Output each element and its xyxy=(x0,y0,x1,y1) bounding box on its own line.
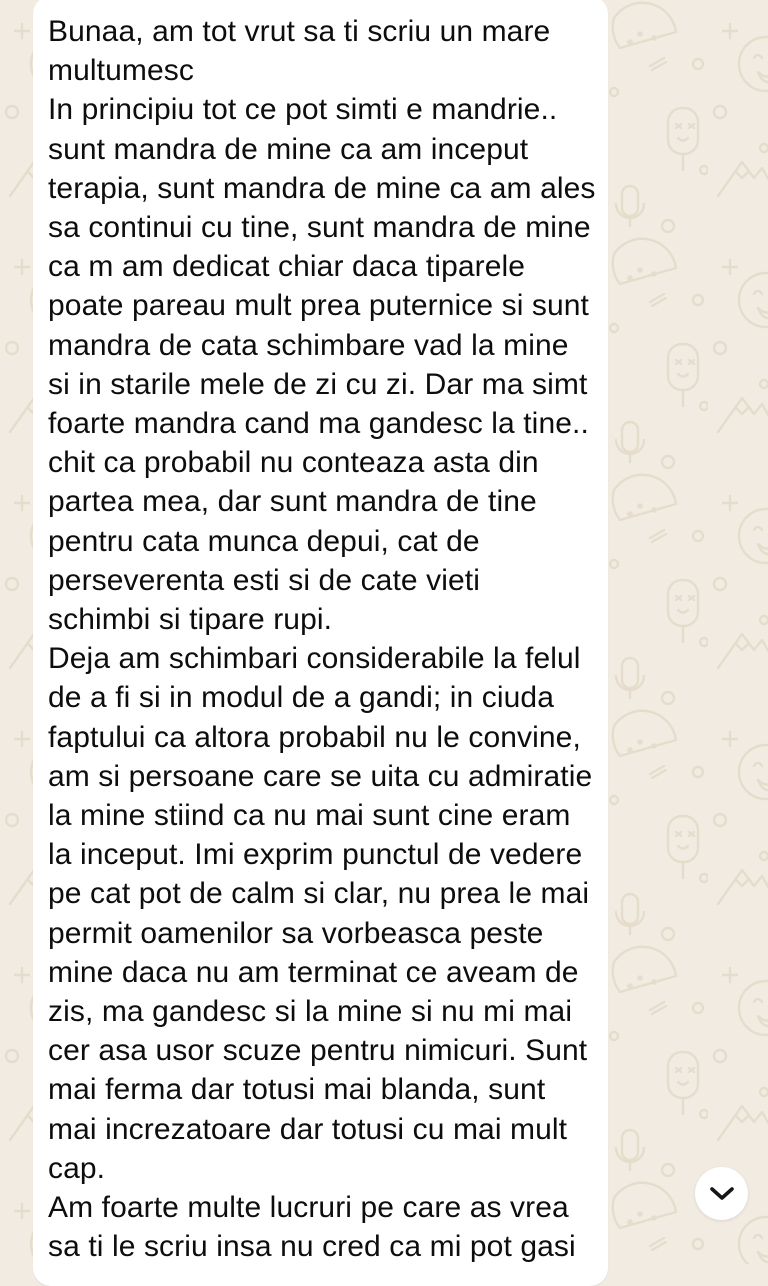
message-line: poate pareau mult prea puternice si sunt xyxy=(48,289,589,323)
message-line: si in starile mele de zi cu zi. Dar ma simt xyxy=(48,367,588,401)
message-line: mai increzatoare dar totusi cu mai mult xyxy=(48,1112,568,1146)
message-line: partea mea, dar sunt mandra de tine xyxy=(48,485,537,519)
message-line: chit ca probabil nu conteaza asta din xyxy=(48,446,539,480)
message-line: mandra de cata schimbare vad la mine xyxy=(48,328,569,362)
message-line: mine daca nu am terminat ce aveam de xyxy=(48,955,579,989)
message-line: permit oamenilor sa vorbeasca peste xyxy=(48,916,544,950)
message-line: cer asa usor scuze pentru nimicuri. Sunt xyxy=(48,1034,588,1068)
message-line: cap. xyxy=(48,1151,106,1185)
message-bubble[interactable] xyxy=(33,0,608,1286)
message-line: pe cat pot de calm si clar, nu prea le mai xyxy=(48,877,590,911)
message-text xyxy=(48,12,596,1267)
message-line: terapia, sunt mandra de mine ca am ales xyxy=(48,171,596,205)
scroll-to-bottom-button[interactable] xyxy=(695,1167,748,1220)
message-line: multumesc xyxy=(48,54,194,88)
message-line: sa continui cu tine, sunt mandra de mine xyxy=(48,211,591,245)
message-line: la mine stiind ca nu mai sunt cine eram xyxy=(48,799,571,833)
message-line: sunt mandra de mine ca am inceput xyxy=(48,132,529,166)
chevron-down-icon xyxy=(708,1185,736,1203)
message-line: mai ferma dar totusi mai blanda, sunt xyxy=(48,1073,546,1107)
message-line: am si persoane care se uita cu admiratie xyxy=(48,759,593,793)
message-line: pentru cata munca depui, cat de xyxy=(48,524,480,558)
message-line: zis, ma gandesc si la mine si nu mi mai xyxy=(48,995,573,1029)
message-line: Am foarte multe lucruri pe care as vrea xyxy=(48,1191,569,1225)
message-line: foarte mandra cand ma gandesc la tine.. xyxy=(48,407,589,441)
message-line: faptului ca altora probabil nu le convine, xyxy=(48,720,581,754)
message-line: Deja am schimbari considerabile la felul xyxy=(48,642,581,676)
message-line: de a fi si in modul de a gandi; in ciuda xyxy=(48,681,554,715)
message-line: ca m am dedicat chiar daca tiparele xyxy=(48,250,526,284)
message-line: sa ti le scriu insa nu cred ca mi pot gasi xyxy=(48,1230,576,1264)
message-line: Bunaa, am tot vrut sa ti scriu un mare xyxy=(48,15,551,48)
message-line: In principiu tot ce pot simti e mandrie.. xyxy=(48,93,558,127)
message-line: perseverenta esti si de cate vieti xyxy=(48,563,480,597)
message-line: la inceput. Imi exprim punctul de vedere xyxy=(48,838,583,872)
message-line: schimbi si tipare rupi. xyxy=(48,603,333,637)
